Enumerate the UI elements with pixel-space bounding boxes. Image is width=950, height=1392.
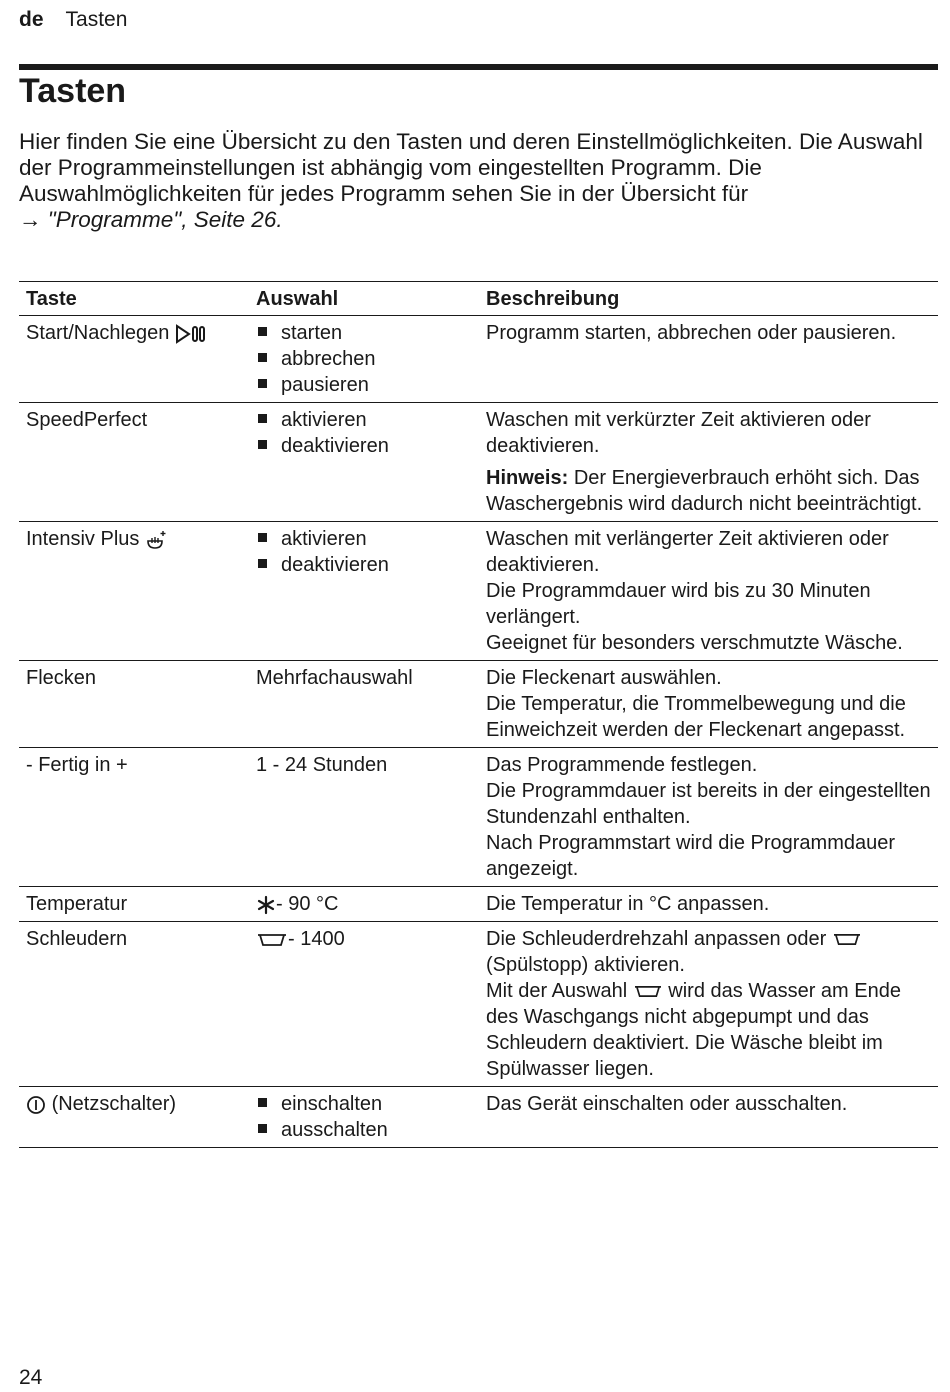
note-label: Hinweis: xyxy=(486,467,569,489)
page-title: Tasten xyxy=(19,72,127,110)
description-text: Die Programmdauer wird bis zu 30 Minuten verlängert. xyxy=(486,580,871,628)
bullet-icon xyxy=(258,327,267,336)
list-item: abbrechen xyxy=(256,346,475,372)
xref-arrow-icon: → xyxy=(19,207,42,232)
list-item: deaktivieren xyxy=(256,552,475,578)
description-text: Nach Programmstart wird die Programmdauer angezeigt. xyxy=(486,832,896,880)
list-item: einschalten xyxy=(256,1091,475,1117)
bullet-icon xyxy=(258,1098,267,1107)
key-name: Temperatur xyxy=(26,893,128,915)
note-text: Der Energieverbrauch erhöht sich. Das Waschergebnis wird dadurch nicht beeinträchtigt. xyxy=(486,467,923,515)
key-name: SpeedPerfect xyxy=(26,409,148,431)
bullet-icon xyxy=(258,1124,267,1133)
play-pause-icon xyxy=(175,324,207,344)
bullet-icon xyxy=(258,559,267,568)
description-text: Die Temperatur in °C anpassen. xyxy=(486,893,770,915)
description-text: Die Schleuderdrehzahl anpassen oder (Spülstopp) aktivieren. xyxy=(486,926,934,978)
selection-value: - 1400 xyxy=(288,928,345,950)
description-text: Das Programmende festlegen. xyxy=(486,754,758,776)
description-text: Waschen mit verlängerter Zeit aktivieren oder deaktivieren. xyxy=(486,528,889,576)
column-header-taste: Taste xyxy=(26,288,77,310)
table-row xyxy=(19,922,938,1087)
table-row xyxy=(19,522,938,661)
description-text: Programm starten, abbrechen oder pausieren. xyxy=(486,322,897,344)
key-name: Flecken xyxy=(26,667,97,689)
description-text: Geeignet für besonders verschmutzte Wäsche. xyxy=(486,632,903,654)
table-row xyxy=(19,748,938,887)
column-header-beschreibung: Beschreibung xyxy=(486,288,620,310)
note xyxy=(486,465,934,517)
list-item: pausieren xyxy=(256,372,475,398)
bullet-icon xyxy=(258,414,267,423)
bullet-icon xyxy=(258,440,267,449)
key-name: Intensiv Plus xyxy=(26,528,140,550)
description-text: Die Temperatur, die Trommelbewegung und die Einweichzeit werden der Fleckenart angepasst. xyxy=(486,693,906,741)
intro-text: Hier finden Sie eine Übersicht zu den Tasten und deren Einstellmöglichkeiten. Die Auswahl der Programmeinstellungen ist abhängig vom eingestellten Programm. Die Auswahlmöglichkeiten für jedes Programm sehen Sie in der Übersicht für xyxy=(19,129,923,206)
page-number: 24 xyxy=(19,1366,43,1389)
programme-link[interactable]: "Programme", Seite 26. xyxy=(47,207,283,232)
description-text: Die Fleckenart auswählen. xyxy=(486,667,722,689)
rinse-hold-icon xyxy=(832,933,862,946)
selection-value: Mehrfachauswahl xyxy=(256,667,413,689)
rinse-hold-icon xyxy=(256,933,288,947)
key-name: - Fertig in + xyxy=(26,754,128,776)
list-item: aktivieren xyxy=(256,526,475,552)
snowflake-icon xyxy=(256,895,276,915)
table-row xyxy=(19,403,938,522)
intro-paragraph xyxy=(19,129,934,233)
list-item: ausschalten xyxy=(256,1117,475,1143)
list-item: deaktivieren xyxy=(256,433,475,459)
rinse-hold-icon xyxy=(633,985,663,998)
keys-table xyxy=(19,281,938,1148)
intensive-plus-icon xyxy=(145,529,167,551)
language-code: de xyxy=(19,8,44,31)
bullet-icon xyxy=(258,353,267,362)
running-header xyxy=(19,8,127,32)
description-text: Waschen mit verkürzter Zeit aktivieren oder deaktivieren. xyxy=(486,409,871,457)
table-row xyxy=(19,1087,938,1148)
list-item: starten xyxy=(256,320,475,346)
power-icon xyxy=(26,1095,46,1115)
key-name: (Netzschalter) xyxy=(51,1093,177,1115)
selection-value: - 90 °C xyxy=(276,893,339,915)
bullet-icon xyxy=(258,533,267,542)
table-row xyxy=(19,661,938,748)
description-text: Das Gerät einschalten oder ausschalten. xyxy=(486,1093,848,1115)
table-row xyxy=(19,887,938,922)
title-rule xyxy=(19,64,938,70)
key-name: Start/Nachlegen xyxy=(26,322,170,344)
description-text: Mit der Auswahl wird das Wasser am Ende des Waschgangs nicht abgepumpt und das Schleudern deaktiviert. Die Wäsche bleibt im Spülwasser liegen. xyxy=(486,980,901,1080)
table-row xyxy=(19,316,938,403)
bullet-icon xyxy=(258,379,267,388)
list-item: aktivieren xyxy=(256,407,475,433)
description-text: Die Programmdauer ist bereits in der eingestellten Stundenzahl enthalten. xyxy=(486,780,931,828)
key-name: Schleudern xyxy=(26,928,128,950)
column-header-auswahl: Auswahl xyxy=(256,288,339,310)
selection-value: 1 - 24 Stunden xyxy=(256,754,388,776)
table-header-row xyxy=(19,282,938,316)
header-section: Tasten xyxy=(65,8,128,31)
